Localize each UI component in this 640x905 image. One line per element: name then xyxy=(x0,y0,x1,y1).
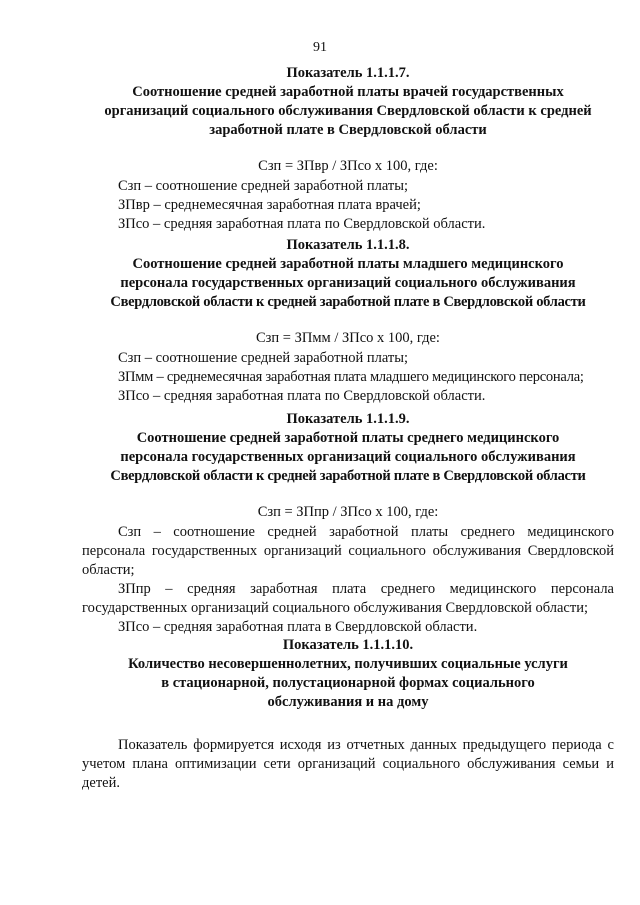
page-number: 91 xyxy=(313,40,327,55)
indicator-title-line: персонала государственных организаций социального обслуживания xyxy=(120,449,576,465)
indicator-title-line: обслуживания и на дому xyxy=(267,694,429,710)
definition-paragraph: Сзп – соотношение средней заработной платы среднего медицинского персонала государственных организаций социального обслуживания Свердловской области; xyxy=(82,524,614,578)
indicator-title-line: персонала государственных организаций социального обслуживания xyxy=(120,275,576,291)
indicator-title-line: организаций социального обслуживания Свердловской области к средней xyxy=(104,103,592,119)
definition-line: Сзп – соотношение средней заработной платы; xyxy=(118,350,408,366)
indicator-title-line: в стационарной, полустационарной формах социального xyxy=(161,675,535,691)
indicator-heading: Показатель 1.1.1.9. xyxy=(286,411,410,427)
definition-paragraph: ЗПпр – средняя заработная плата среднего медицинского персонала государственных организаций социального обслуживания Свердловской области; xyxy=(82,581,614,616)
definition-paragraph: ЗПсо – средняя заработная плата в Свердловской области. xyxy=(118,619,478,635)
indicator-title-line: заработной плате в Свердловской области xyxy=(209,122,487,138)
indicator-section-1-1-1-7 xyxy=(82,64,614,234)
indicator-heading: Показатель 1.1.1.10. xyxy=(282,637,414,653)
indicator-heading: Показатель 1.1.1.7. xyxy=(286,65,410,81)
formula: Сзп = ЗПвр / ЗПсо х 100, где: xyxy=(258,158,438,174)
indicator-title-line: Соотношение средней заработной платы младшего медицинского xyxy=(132,256,564,272)
indicator-title-line: Свердловской области к средней заработной плате в Свердловской области xyxy=(110,294,586,310)
indicator-section-1-1-1-8 xyxy=(82,236,614,406)
indicator-paragraph: Показатель формируется исходя из отчетных данных предыдущего периода с учетом плана оптимизации сети организаций социального обслуживания семьи и детей. xyxy=(82,737,614,791)
formula: Сзп = ЗПмм / ЗПсо х 100, где: xyxy=(256,330,440,346)
indicator-title-line: Соотношение средней заработной платы врачей государственных xyxy=(132,84,564,100)
definition-line: ЗПвр – среднемесячная заработная плата врачей; xyxy=(118,197,421,213)
indicator-title-line: Свердловской области к средней заработной плате в Свердловской области xyxy=(110,468,586,484)
indicator-section-1-1-1-10 xyxy=(82,636,614,793)
indicator-title-line: Количество несовершеннолетних, получивших социальные услуги xyxy=(128,656,568,672)
indicator-section-1-1-1-9 xyxy=(82,410,614,637)
indicator-heading: Показатель 1.1.1.8. xyxy=(286,237,410,253)
definition-line: ЗПсо – средняя заработная плата по Свердловской области. xyxy=(118,388,486,404)
definition-line: ЗПмм – среднемесячная заработная плата младшего медицинского персонала; xyxy=(118,369,584,385)
definition-line: ЗПсо – средняя заработная плата по Свердловской области. xyxy=(118,216,486,232)
formula: Сзп = ЗПпр / ЗПсо х 100, где: xyxy=(257,504,439,520)
definition-line: Сзп – соотношение средней заработной платы; xyxy=(118,178,408,194)
indicator-title-line: Соотношение средней заработной платы среднего медицинского xyxy=(136,430,560,446)
